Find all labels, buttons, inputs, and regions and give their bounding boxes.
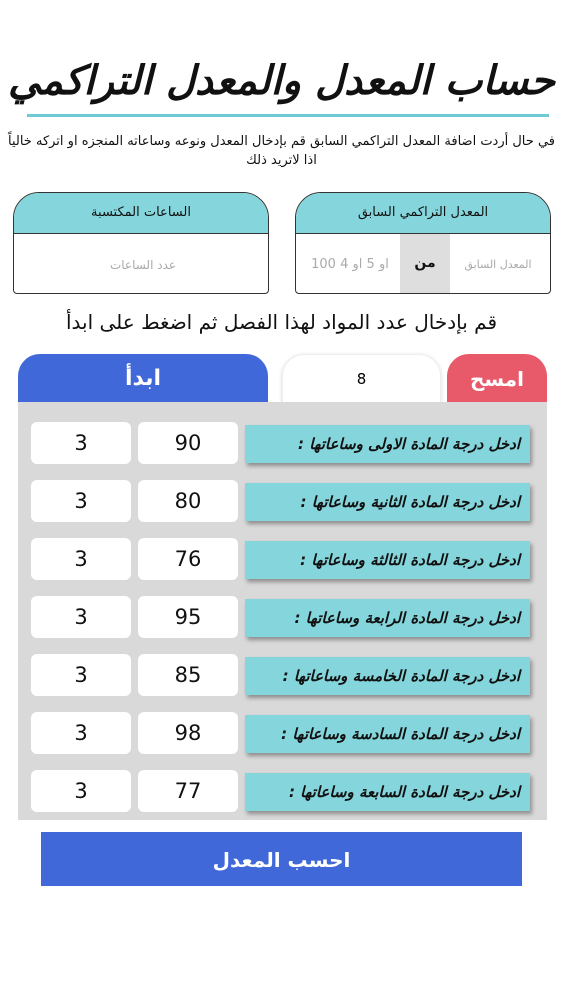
subject-hours-input[interactable]: [31, 654, 131, 696]
gpa-type-input[interactable]: [296, 234, 404, 294]
subject-hours-input[interactable]: [31, 596, 131, 638]
subject-hours-input[interactable]: [31, 712, 131, 754]
earned-hours-card: [13, 192, 269, 294]
subject-hours-input[interactable]: [31, 538, 131, 580]
subject-label: ادخل درجة المادة الرابعة وساعاتها :: [245, 599, 530, 637]
subject-grade-input[interactable]: [138, 480, 238, 522]
previous-average-input[interactable]: [446, 234, 550, 294]
start-button[interactable]: ابدأ: [18, 354, 268, 402]
subject-grade-input[interactable]: [138, 538, 238, 580]
subject-row: [18, 770, 547, 810]
earned-hours-input[interactable]: [14, 234, 269, 294]
subject-grade-input[interactable]: [138, 654, 238, 696]
earned-hours-header: الساعات المكتسبة: [14, 193, 268, 234]
subject-grade-input[interactable]: [138, 596, 238, 638]
subject-hours-input[interactable]: [31, 770, 131, 812]
subject-row: [18, 654, 547, 694]
previous-gpa-card: [295, 192, 551, 294]
subject-grade-input[interactable]: [138, 422, 238, 464]
subject-label: ادخل درجة المادة الخامسة وساعاتها :: [245, 657, 530, 695]
subject-label: ادخل درجة المادة السادسة وساعاتها :: [245, 715, 530, 753]
subject-hours-input[interactable]: [31, 480, 131, 522]
clear-button[interactable]: امسح: [447, 354, 547, 402]
subject-label: ادخل درجة المادة الاولى وساعاتها :: [245, 425, 530, 463]
subject-count-input[interactable]: [282, 354, 441, 404]
subject-label: ادخل درجة المادة الثالثة وساعاتها :: [245, 541, 530, 579]
subject-row: [18, 712, 547, 752]
subject-row: [18, 480, 547, 520]
previous-gpa-header: المعدل التراكمي السابق: [296, 193, 550, 234]
subject-row: [18, 596, 547, 636]
subject-grade-input[interactable]: [138, 770, 238, 812]
subject-hours-input[interactable]: [31, 422, 131, 464]
title-divider: [27, 114, 549, 117]
calculate-button[interactable]: احسب المعدل: [41, 832, 522, 886]
gpa-type-label: من: [400, 234, 450, 293]
subject-row: [18, 422, 547, 462]
intro-text: في حال أردت اضافة المعدل التراكمي السابق قم بإدخال المعدل ونوعه وساعاته المنجزه او اتركه خالياً اذا لاتريد ذلك: [8, 134, 555, 168]
subjects-panel: [18, 402, 547, 820]
instruction-text: قم بإدخال عدد المواد لهذا الفصل ثم اضغط على ابدأ: [65, 310, 498, 334]
subject-row: [18, 538, 547, 578]
page-title: حساب المعدل والمعدل التراكمي: [8, 58, 555, 104]
subject-grade-input[interactable]: [138, 712, 238, 754]
subject-label: ادخل درجة المادة الثانية وساعاتها :: [245, 483, 530, 521]
subject-label: ادخل درجة المادة السابعة وساعاتها :: [245, 773, 530, 811]
